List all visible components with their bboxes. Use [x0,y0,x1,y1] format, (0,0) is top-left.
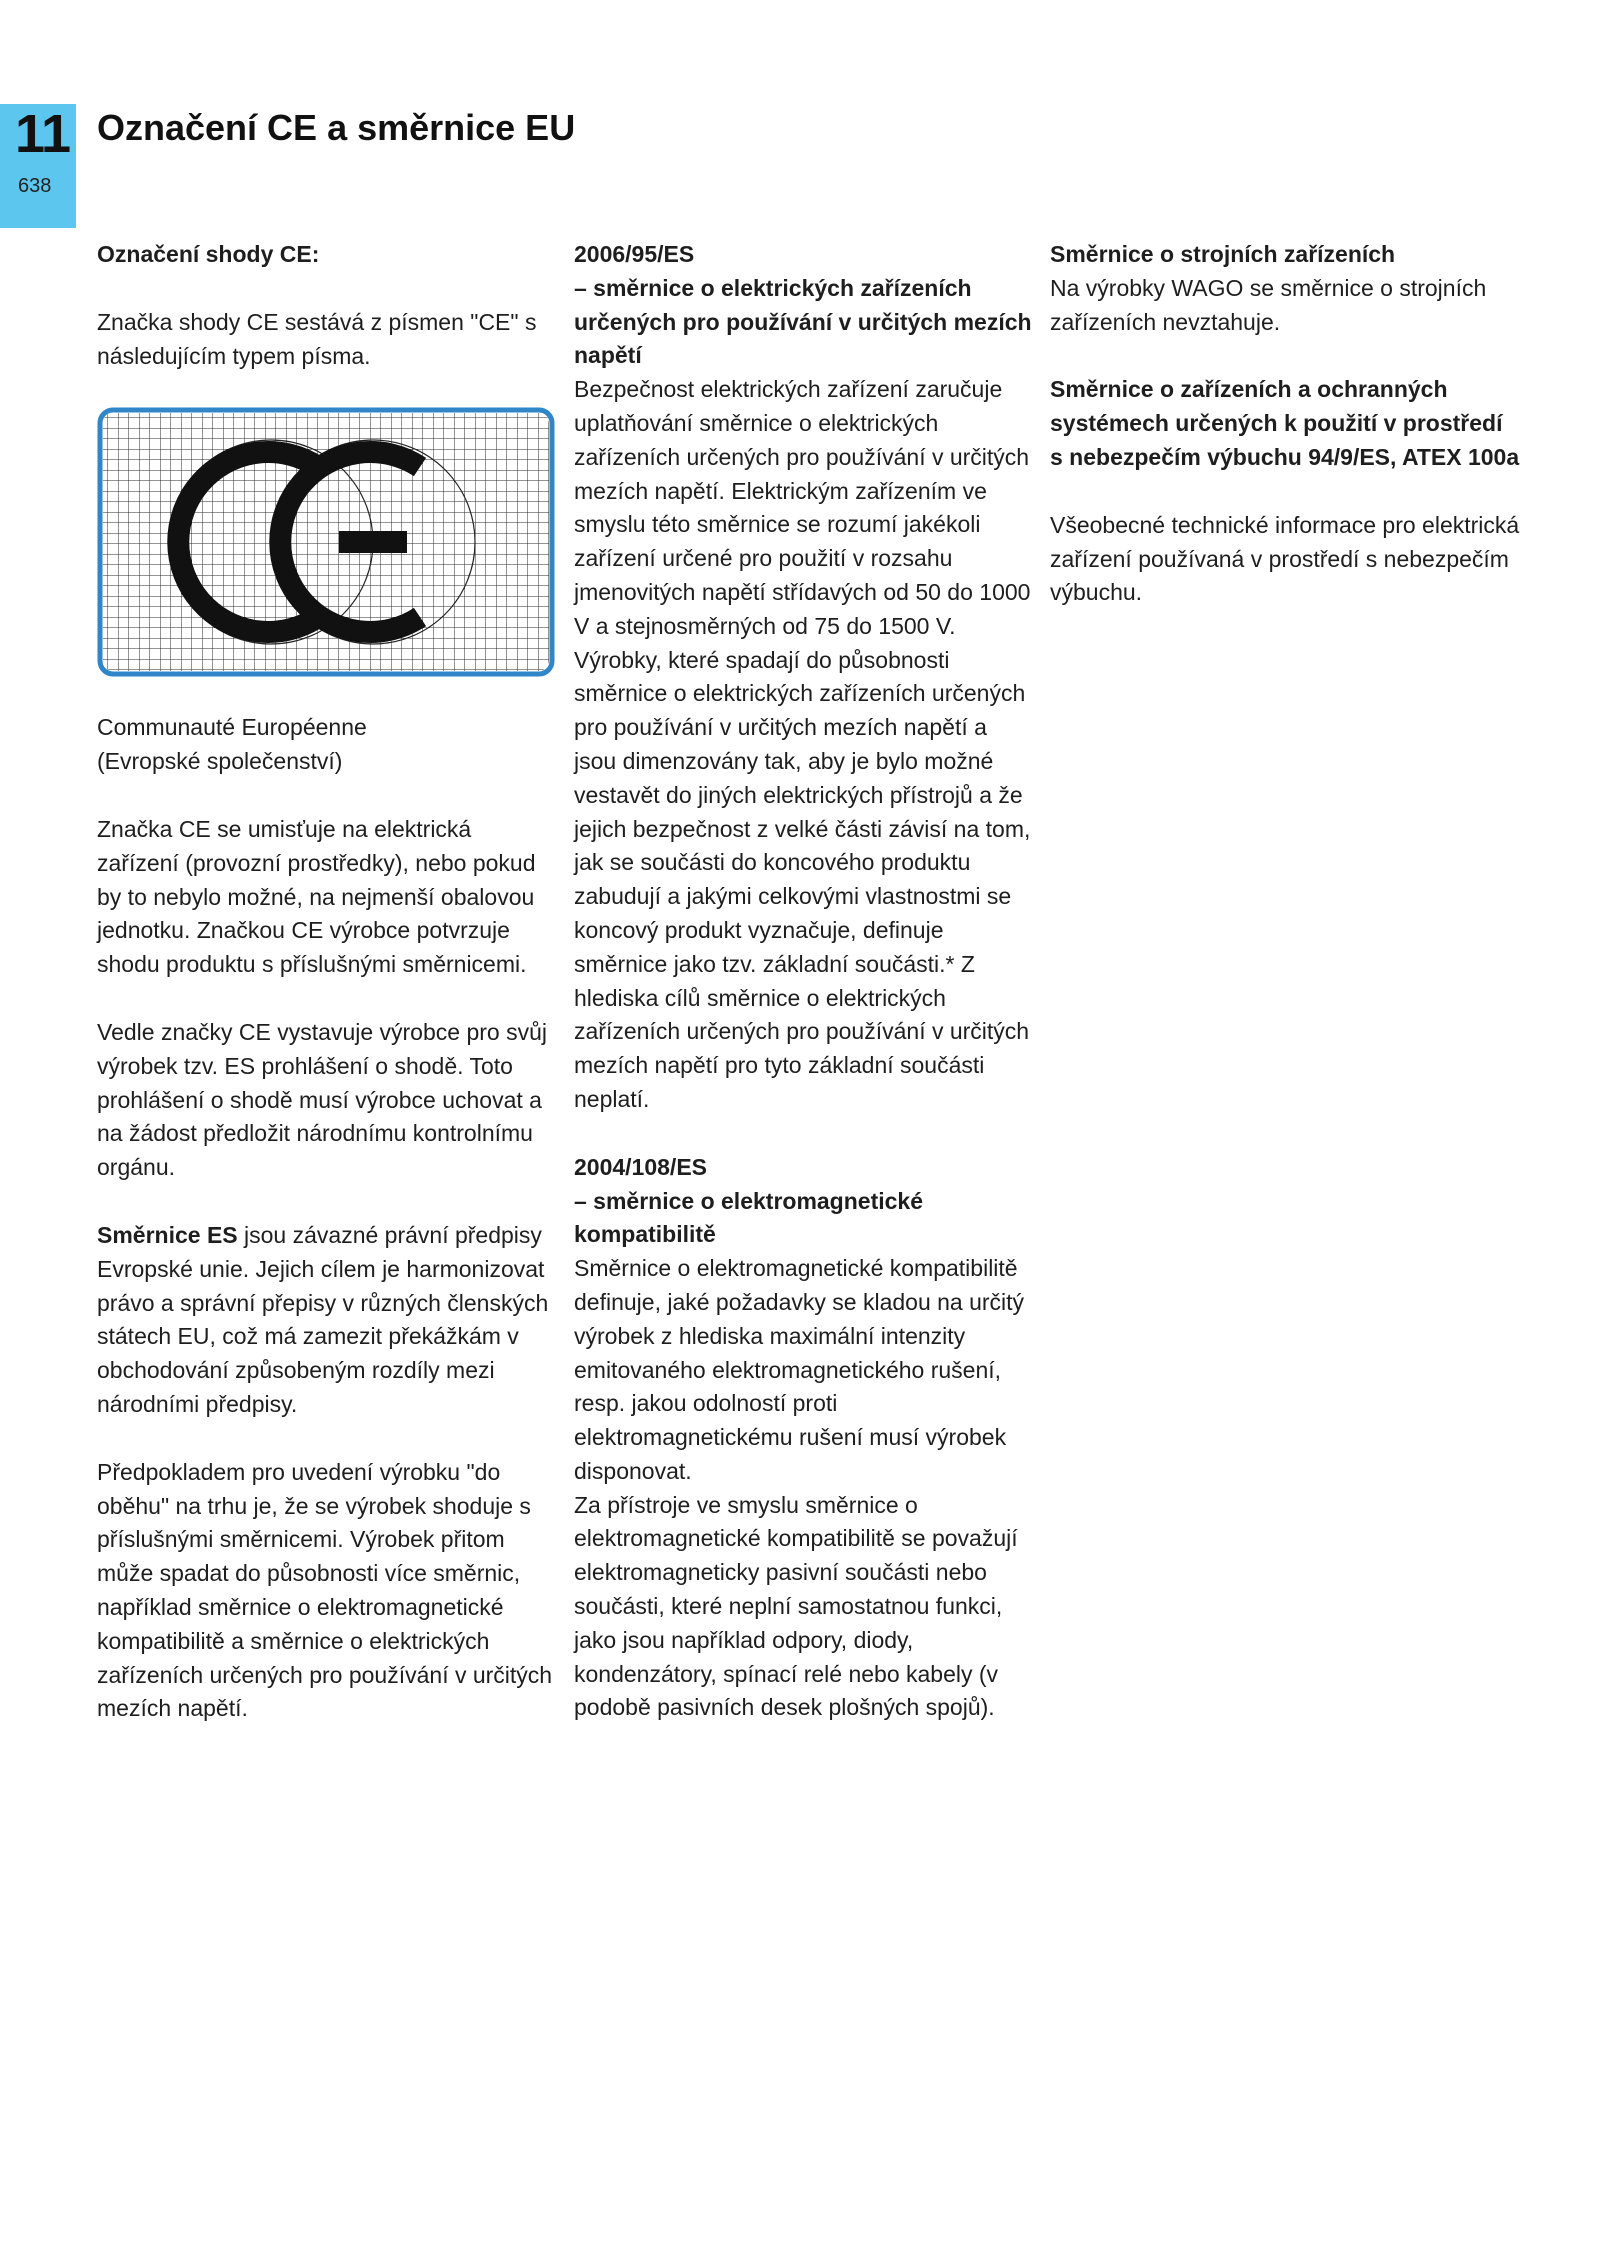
machinery-body: Na výrobky WAGO se směrnice o strojních zařízeních nevztahuje. [1050,274,1487,335]
atex-title: Směrnice o zařízeních a ochranných systémech určených k použití v prostředí s nebezpečím výbuchu 94/9/ES, ATEX 100a [1050,376,1520,470]
chapter-tab [0,104,76,228]
lvd-title: – směrnice o elektrických zařízeních určených pro používání v určitých mezích napětí [574,274,1032,369]
logo-caption-1: Communauté Européenne [97,714,367,741]
paragraph-declaration: Vedle značky CE vystavuje výrobce pro svůj výrobek tzv. ES prohlášení o shodě. Toto prohlášení o shodě musí výrobce uchovat a na žádost předložit národnímu kontrolnímu orgánu. [97,1018,547,1181]
machinery-title: Směrnice o strojních zařízeních [1050,241,1396,267]
directives-text: jsou závazné právní předpisy Evropské unie. Jejich cílem je harmonizovat právo a správní přepisy v různých členských státech EU, což má zamezit překážkám v obchodování způsobeným rozdíly mezi národními předpisy. [97,1221,549,1417]
lvd-body: Bezpečnost elektrických zařízení zaručuje uplatňování směrnice o elektrických zařízeních určených pro používání v určitých mezích napětí. Elektrickým zařízením ve smyslu této směrnice se rozumí jakékoli zařízení určené pro použití v rozsahu jmenovitých napětí střídavých od 50 do 1000 V a stejnosměrných od 75 do 1500 V. Výrobky, které spadají do působnosti směrnice o elektrických zařízeních určených pro používání v určitých mezích napětí a jsou dimenzovány tak, aby je bylo možné vestavět do jiných elektrických přístrojů a že jejich bezpečnost z velké části závisí na tom, jak se součásti do koncového produktu zabudují a jakými celkovými vlastnostmi se koncový produkt vyznačuje, definuje směrnice jako tzv. základní součásti.* Z hlediska cílů směrnice o elektrických zařízeních určených pro používání v určitých mezích napětí pro tyto základní součásti neplatí. [574,376,1031,1112]
emc-body-2: Za přístroje ve smyslu směrnice o elektromagnetické kompatibilitě se považují elektromagneticky pasivní součásti nebo součásti, které neplní samostatnou funkci, jako jsou například odpory, diody, kondenzátory, spínací relé nebo kabely (v podobě pasivních desek plošných spojů). [574,1491,1018,1721]
page-number: 638 [18,175,52,197]
paragraph-directives [97,1219,557,1422]
ce-heading: Označení shody CE: [97,241,320,267]
column-left [97,238,557,1760]
column-right [1050,238,1520,644]
ce-intro: Značka shody CE sestává z písmen "CE" s následujícím typem písma. [97,308,537,369]
page-title: Označení CE a směrnice EU [97,107,576,148]
column-middle [574,238,1034,1759]
emc-body-1: Směrnice o elektromagnetické kompatibilitě definuje, jaké požadavky se kladou na určitý výrobek z hlediska maximální intenzity emitovaného elektromagnetického rušení, resp. jakou odolností proti elektromagnetickému rušení musí výrobek disponovat. [574,1255,1025,1484]
emc-title: – směrnice o elektromagnetické kompatibilitě [574,1187,923,1248]
emc-code: 2004/108/ES [574,1153,708,1180]
ce-mark-icon [97,407,555,677]
directives-bold: Směrnice ES [97,1221,238,1248]
atex-body: Všeobecné technické informace pro elektrická zařízení používaná v prostředí s nebezpečím výbuchu. [1050,511,1520,606]
paragraph-ce-placement: Značka CE se umisťuje na elektrická zařízení (provozní prostředky), nebo pokud by to nebylo možné, na nejmenší obalovou jednotku. Značkou CE výrobce potvrzuje shodu produktu s příslušnými směrnicemi. [97,815,536,978]
chapter-number: 11 [15,104,71,164]
paragraph-market: Předpokladem pro uvedení výrobku "do oběhu" na trhu je, že se výrobek shoduje s příslušnými směrnicemi. Výrobek přitom může spadat do působnosti více směrnic, například směrnice o elektromagnetické kompatibilitě a směrnice o elektrických zařízeních určených pro používání v určitých mezích napětí. [97,1458,553,1722]
lvd-code: 2006/95/ES [574,241,695,267]
logo-caption-2: (Evropské společenství) [97,748,343,775]
